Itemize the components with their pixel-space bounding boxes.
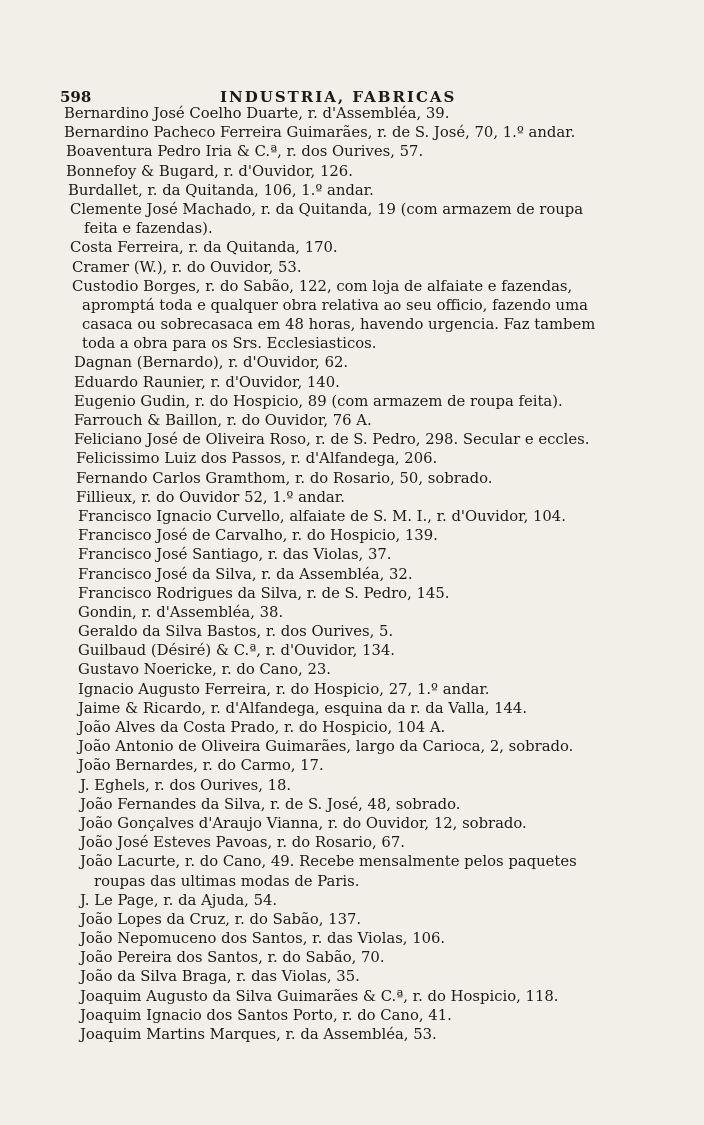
directory-line: João Gonçalves d'Araujo Vianna, r. do Ouvidor, 12, sobrado. — [80, 814, 527, 832]
directory-line: Francisco Rodrigues da Silva, r. de S. Pedro, 145. — [78, 584, 450, 602]
directory-line: Gustavo Noericke, r. do Cano, 23. — [78, 661, 331, 679]
directory-line: João Nepomuceno dos Santos, r. das Violas, 106. — [80, 930, 446, 948]
directory-line: casaca ou sobrecasaca em 48 horas, havendo urgencia. Faz tambem — [82, 316, 596, 334]
directory-line: Francisco Ignacio Curvello, alfaiate de S. M. I., r. d'Ouvidor, 104. — [78, 507, 566, 525]
directory-line: Feliciano José de Oliveira Roso, r. de S. Pedro, 298. Secular e eccles. — [74, 431, 590, 449]
directory-entries — [58, 104, 658, 1044]
directory-line: Francisco José da Silva, r. da Assembléa, 32. — [78, 565, 413, 583]
directory-line: Guilbaud (Désiré) & C.ª, r. d'Ouvidor, 134. — [78, 642, 395, 660]
directory-line: Farrouch & Baillon, r. do Ouvidor, 76 A. — [74, 412, 372, 429]
directory-line: João da Silva Braga, r. das Violas, 35. — [80, 968, 360, 986]
directory-line: Bernardino Pacheco Ferreira Guimarães, r. de S. José, 70, 1.º andar. — [64, 124, 576, 142]
directory-line: Francisco José de Carvalho, r. do Hospicio, 139. — [78, 527, 438, 545]
directory-line: Bonnefoy & Bugard, r. d'Ouvidor, 126. — [66, 162, 353, 180]
directory-line: Ignacio Augusto Ferreira, r. do Hospicio, 27, 1.º andar. — [78, 680, 490, 698]
directory-line: Jaime & Ricardo, r. d'Alfandega, esquina da r. da Valla, 144. — [78, 699, 528, 717]
directory-line: Fernando Carlos Gramthom, r. do Rosario, 50, sobrado. — [76, 469, 493, 487]
directory-line: Joaquim Augusto da Silva Guimarães & C.ª, r. do Hospicio, 118. — [80, 987, 559, 1005]
directory-line: João Lacurte, r. do Cano, 49. Recebe mensalmente pelos paquetes — [80, 853, 577, 871]
directory-line: Costa Ferreira, r. da Quitanda, 170. — [70, 239, 338, 257]
section-title: INDUSTRIA, FABRICAS — [220, 88, 457, 106]
directory-line: Joaquim Martins Marques, r. da Assembléa, 53. — [80, 1026, 437, 1043]
directory-line: João José Esteves Pavoas, r. do Rosario, 67. — [80, 834, 405, 852]
directory-line: Francisco José Santiago, r. das Violas, 37. — [78, 546, 392, 564]
directory-line: Custodio Borges, r. do Sabão, 122, com loja de alfaiate e fazendas, — [72, 277, 573, 295]
directory-line: Felicissimo Luiz dos Passos, r. d'Alfandega, 206. — [76, 450, 438, 468]
directory-line: João Lopes da Cruz, r. do Sabão, 137. — [80, 910, 362, 928]
page-number: 598 — [60, 88, 92, 106]
directory-line: Fillieux, r. do Ouvidor 52, 1.º andar. — [76, 488, 345, 506]
directory-line: Eduardo Raunier, r. d'Ouvidor, 140. — [74, 373, 340, 391]
directory-line: Clemente José Machado, r. da Quitanda, 19 (com armazem de roupa — [70, 200, 584, 218]
directory-line: apromptá toda e qualquer obra relativa ao seu officio, fazendo uma — [82, 296, 588, 314]
directory-line: Burdallet, r. da Quitanda, 106, 1.º andar. — [68, 181, 374, 199]
directory-line: João Bernardes, r. do Carmo, 17. — [78, 757, 324, 775]
directory-line: J. Le Page, r. da Ajuda, 54. — [80, 891, 278, 909]
directory-line: Eugenio Gudin, r. do Hospicio, 89 (com armazem de roupa feita). — [74, 392, 563, 410]
directory-line: Boaventura Pedro Iria & C.ª, r. dos Ourives, 57. — [66, 143, 424, 161]
directory-line: Gondin, r. d'Assembléa, 38. — [78, 603, 284, 621]
directory-line: João Antonio de Oliveira Guimarães, largo da Carioca, 2, sobrado. — [78, 738, 574, 756]
directory-line: Bernardino José Coelho Duarte, r. d'Assembléa, 39. — [64, 105, 450, 122]
directory-line: João Alves da Costa Prado, r. do Hospicio, 104 A. — [78, 719, 446, 736]
directory-line: Joaquim Ignacio dos Santos Porto, r. do Cano, 41. — [80, 1006, 452, 1024]
directory-line: J. Eghels, r. dos Ourives, 18. — [80, 776, 292, 794]
directory-line: roupas das ultimas modas de Paris. — [94, 872, 360, 890]
directory-line: Dagnan (Bernardo), r. d'Ouvidor, 62. — [74, 354, 349, 372]
directory-line: João Pereira dos Santos, r. do Sabão, 70. — [80, 949, 385, 967]
directory-line: João Fernandes da Silva, r. de S. José, 48, sobrado. — [80, 795, 461, 813]
directory-line: Cramer (W.), r. do Ouvidor, 53. — [72, 258, 302, 276]
directory-line: feita e fazendas). — [84, 220, 213, 238]
directory-line: Geraldo da Silva Bastos, r. dos Ourives, 5. — [78, 623, 394, 641]
directory-line: toda a obra para os Srs. Ecclesiasticos. — [82, 335, 377, 353]
